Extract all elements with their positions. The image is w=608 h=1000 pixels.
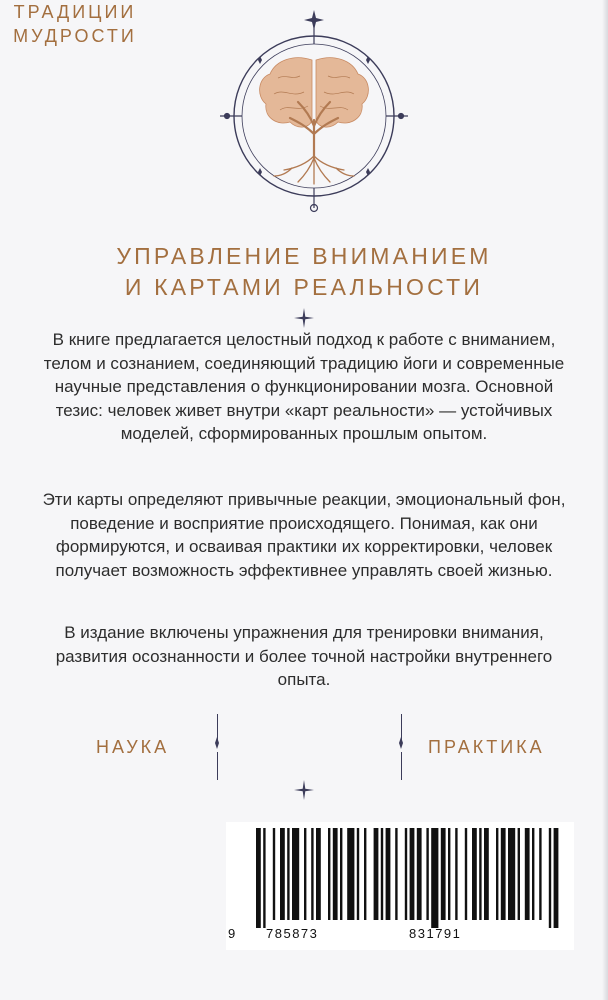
barcode-bar <box>554 828 559 928</box>
description-paragraph-1: В книге предлагается целостный подход к работе с вниманием, телом и сознанием, соединяющий традицию йоги и современные научные представления о функционировании мозга. Основной тезис: человек живет внутри «карт реальности» — устойчивых моделей, сформированных прошлым опытом. <box>43 330 565 443</box>
barcode-digits-right: 831791 <box>409 926 462 941</box>
barcode-bar <box>374 828 379 920</box>
barcode-bar <box>333 828 338 920</box>
tree-brain-emblem-icon <box>214 8 414 228</box>
footer-wisdom-line-1: ТРАДИЦИИ <box>13 2 137 22</box>
footer-wisdom-line-2: МУДРОСТИ <box>13 26 137 46</box>
divider-line <box>401 752 402 780</box>
barcode-bar <box>508 828 515 920</box>
description-paragraph-3: В издание включены упражнения для тренировки внимания, развития осознанности и более точной настройки внутреннего опыта. <box>55 623 553 689</box>
footer-wisdom-traditions <box>0 0 150 48</box>
barcode-bar <box>532 828 534 920</box>
barcode-bar <box>386 828 391 920</box>
barcode-bar <box>287 828 289 920</box>
barcode-bar <box>347 828 354 920</box>
barcode-bar <box>280 828 285 920</box>
divider-dot-icon <box>394 736 408 750</box>
barcode-bar <box>518 828 520 920</box>
barcode-bar <box>455 828 457 920</box>
barcode-bar <box>417 828 422 920</box>
barcode-bar <box>539 828 541 920</box>
description-paragraph-2: Эти карты определяют привычные реакции, эмоциональный фон, поведение и восприятие происходящего. Понимая, как они формируются, и осваивая практики их корректировки, человек получает возможность эффективнее управлять своей жизнью. <box>42 490 566 580</box>
barcode-bar <box>395 828 397 920</box>
barcode-bar <box>448 828 450 920</box>
barcode-digits <box>226 925 574 945</box>
barcode-digits-left: 785873 <box>266 926 319 941</box>
barcode-bar <box>381 828 383 920</box>
barcode-bar <box>441 828 446 920</box>
barcode-bar <box>316 828 321 920</box>
barcode-bar <box>465 828 467 920</box>
barcode-bar <box>256 828 261 928</box>
barcode-bar <box>431 828 438 928</box>
title-line-1: УПРАВЛЕНИЕ ВНИМАНИЕМ <box>116 243 492 269</box>
barcode-bar <box>263 828 265 928</box>
divider-dot-icon <box>210 736 224 750</box>
barcode-digit-lead: 9 <box>228 926 236 941</box>
isbn-barcode <box>226 822 574 950</box>
barcode-bar <box>496 828 498 920</box>
barcode-bar <box>328 828 330 920</box>
barcode-bars <box>234 828 566 930</box>
barcode-bar <box>549 828 551 928</box>
barcode-bar <box>479 828 481 920</box>
divider-line <box>217 752 218 780</box>
barcode-bar <box>364 828 366 920</box>
barcode-bar <box>484 828 489 920</box>
barcode-bar <box>292 828 299 920</box>
sparkle-star-icon <box>294 780 314 800</box>
footer-practice: ПРАКТИКА <box>428 737 545 757</box>
footer-science: НАУКА <box>96 737 170 757</box>
barcode-bar <box>273 828 275 920</box>
barcode-bar <box>304 828 306 920</box>
barcode-bar <box>410 828 415 920</box>
barcode-bar <box>405 828 407 920</box>
barcode-bar <box>426 828 428 920</box>
barcode-bar <box>311 828 313 920</box>
barcode-bar <box>501 828 506 920</box>
barcode-bar <box>472 828 477 920</box>
sparkle-star-icon <box>294 308 314 328</box>
barcode-bar <box>340 828 342 920</box>
barcode-bar <box>357 828 359 920</box>
barcode-bar <box>525 828 530 920</box>
title-line-2: И КАРТАМИ РЕАЛЬНОСТИ <box>124 274 484 300</box>
